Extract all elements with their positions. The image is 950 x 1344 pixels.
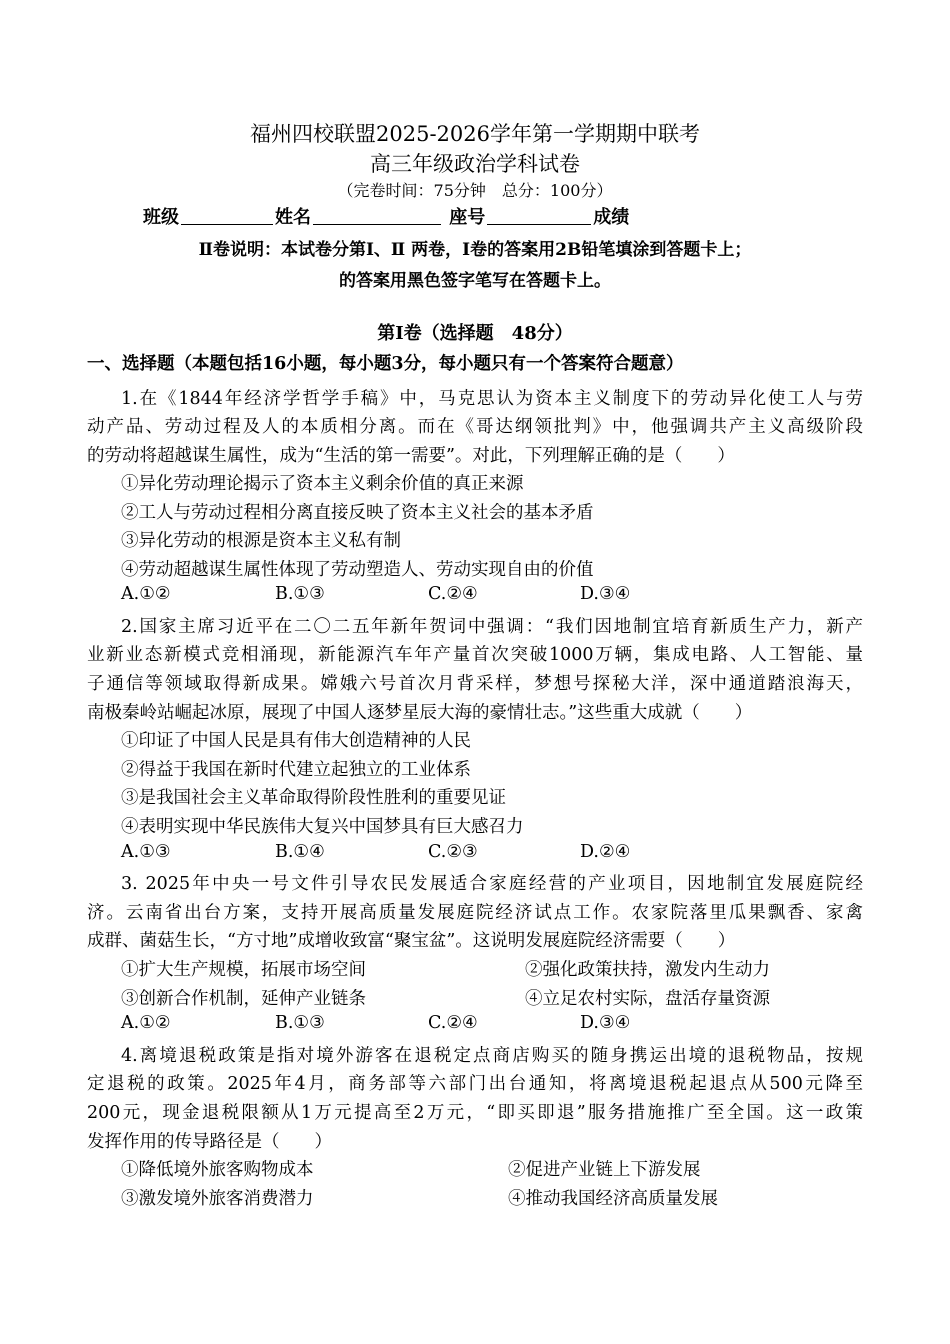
- q1-answer-a: A.①②: [121, 584, 171, 604]
- q4-option: ③激发境外旅客消费潜力: [121, 1189, 314, 1209]
- q3-answer-c: C.②④: [428, 1013, 478, 1033]
- exam-time-score: （完卷时间：75分钟 总分：100分）: [337, 181, 613, 200]
- q4-option: ④推动我国经济高质量发展: [508, 1189, 718, 1209]
- part-one-heading: 第Ⅰ卷（选择题 48分）: [377, 323, 573, 344]
- q2-option: ①印证了中国人民是具有伟大创造精神的人民: [121, 731, 471, 751]
- q1-stem-line: 动产品、劳动过程及人的本质相分离。而在《哥达纲领批判》中，他强调共产主义高级阶段: [87, 417, 863, 437]
- q2-option: ②得益于我国在新时代建立起独立的工业体系: [121, 760, 471, 780]
- q1-option: ①异化劳动理论揭示了资本主义剩余价值的真正来源: [121, 474, 524, 494]
- q4-stem-line: 定退税的政策。2025年4月，商务部等六部门出台通知，将离境退税起退点从500元降至: [87, 1074, 863, 1094]
- q4-option: ②促进产业链上下游发展: [508, 1160, 701, 1180]
- q3-stem-line: 成群、菌菇生长，“方寸地”成增收致富“聚宝盆”。这说明发展庭院经济需要（ ）: [87, 931, 736, 951]
- q2-stem-line: 2.国家主席习近平在二〇二五年新年贺词中强调：“我们因地制宜培育新质生产力，新产: [121, 617, 863, 637]
- q1-stem-line: 1.在《1844年经济学哲学手稿》中，马克思认为资本主义制度下的劳动异化使工人与劳: [121, 389, 863, 409]
- q2-stem-line: 业新业态新模式竞相涌现，新能源汽车年产量首次突破1000万辆，集成电路、人工智能、量: [87, 645, 863, 665]
- exam-subtitle: 高三年级政治学科试卷: [370, 152, 580, 176]
- score-label: 成绩: [593, 207, 630, 228]
- q1-option: ④劳动超越谋生属性体现了劳动塑造人、劳动实现自由的价值: [121, 560, 594, 580]
- q1-stem-line: 的劳动将超越谋生属性，成为“生活的第一需要”。对此，下列理解正确的是（ ）: [87, 446, 735, 466]
- instructions-line-1: Ⅱ卷说明：本试卷分第Ⅰ、Ⅱ 两卷，Ⅰ卷的答案用2B铅笔填涂到答题卡上；: [198, 240, 752, 260]
- q3-option: ③创新合作机制，延伸产业链条: [121, 989, 366, 1009]
- q4-stem-line: 200元，现金退税限额从1万元提高至2万元，“即买即退”服务措施推广至全国。这一政策: [87, 1103, 863, 1123]
- q3-stem-line: 济。云南省出台方案，支持开展高质量发展庭院经济试点工作。农家院落里瓜果飘香、家禽: [87, 903, 863, 923]
- q1-answer-d: D.③④: [580, 584, 631, 604]
- q2-stem-line: 南极秦岭站崛起冰原，展现了中国人逐梦星辰大海的豪情壮志。”这些重大成就（ ）: [87, 703, 753, 723]
- q1-answer-b: B.①③: [275, 584, 325, 604]
- student-info-line: [143, 203, 629, 229]
- name-blank[interactable]: [313, 206, 441, 225]
- q2-answer-a: A.①③: [121, 842, 171, 862]
- exam-title: 福州四校联盟2025-2026学年第一学期期中联考: [250, 122, 700, 146]
- q3-option: ①扩大生产规模，拓展市场空间: [121, 960, 366, 980]
- q2-option: ③是我国社会主义革命取得阶段性胜利的重要见证: [121, 788, 506, 808]
- q4-option: ①降低境外旅客购物成本: [121, 1160, 314, 1180]
- class-blank[interactable]: [181, 206, 273, 225]
- section-heading: 一、选择题（本题包括16小题，每小题3分，每小题只有一个答案符合题意）: [87, 354, 684, 374]
- q1-option: ②工人与劳动过程相分离直接反映了资本主义社会的基本矛盾: [121, 503, 594, 523]
- name-label: 姓名: [275, 207, 311, 228]
- q4-stem-line: 发挥作用的传导路径是（ ）: [87, 1132, 332, 1152]
- q2-option: ④表明实现中华民族伟大复兴中国梦具有巨大感召力: [121, 817, 524, 837]
- class-label: 班级: [143, 207, 179, 228]
- seat-label: 座号: [449, 207, 486, 228]
- q2-answer-d: D.②④: [580, 842, 631, 862]
- q3-answer-d: D.③④: [580, 1013, 631, 1033]
- q2-answer-b: B.①④: [275, 842, 325, 862]
- q1-answer-c: C.②④: [428, 584, 478, 604]
- q2-answer-c: C.②③: [428, 842, 478, 862]
- seat-blank[interactable]: [487, 206, 591, 225]
- q3-option: ④立足农村实际，盘活存量资源: [525, 989, 770, 1009]
- q3-option: ②强化政策扶持，激发内生动力: [525, 960, 770, 980]
- q3-stem-line: 3. 2025年中央一号文件引导农民发展适合家庭经营的产业项目，因地制宜发展庭院经: [121, 874, 863, 894]
- instructions-line-2: 的答案用黑色签字笔写在答题卡上。: [339, 271, 611, 291]
- q2-stem-line: 子通信等领域取得新成果。嫦娥六号首次月背采样，梦想号探秘大洋，深中通道踏浪海天，: [87, 674, 863, 694]
- q4-stem-line: 4.离境退税政策是指对境外游客在退税定点商店购买的随身携运出境的退税物品，按规: [121, 1046, 863, 1066]
- q1-option: ③异化劳动的根源是资本主义私有制: [121, 531, 401, 551]
- q3-answer-b: B.①③: [275, 1013, 325, 1033]
- q3-answer-a: A.①②: [121, 1013, 171, 1033]
